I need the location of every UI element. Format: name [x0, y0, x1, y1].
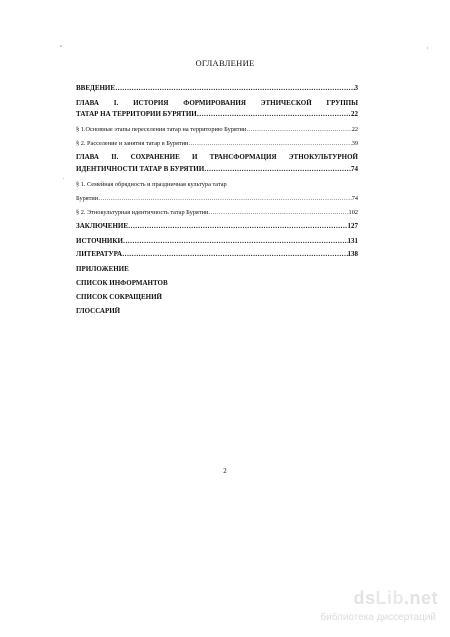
scan-speck: [427, 47, 428, 49]
toc-dot-leader: [246, 125, 351, 134]
scan-speck: [60, 45, 62, 47]
toc-entry-sources[interactable]: [76, 237, 358, 246]
toc-entry-ch1-section-1[interactable]: [76, 125, 358, 134]
toc-page-number: 131: [347, 237, 358, 245]
toc-entry-label: § 1.Основные этапы переселения татар на территорию Бурятии: [76, 126, 247, 133]
toc-dot-leader: [208, 208, 348, 217]
toc-ch2-section-1-line1[interactable]: § 1. Семейная обрядность и праздничная культура татар: [76, 181, 227, 188]
scan-speck: [63, 178, 64, 179]
toc-entry-label: ЛИТЕРАТУРА: [76, 250, 123, 258]
toc-entry-appendix[interactable]: ПРИЛОЖЕНИЕ: [76, 265, 129, 273]
toc-page-number: 22: [351, 126, 358, 133]
watermark-logo-ds: ds: [353, 588, 376, 608]
watermark-subtitle: библиотека диссертаций: [320, 612, 436, 623]
toc-entry-glossary[interactable]: ГЛОССАРИЙ: [76, 307, 121, 315]
toc-entry-label: ИСТОЧНИКИ: [76, 237, 123, 245]
toc-entry-label: Бурятии: [76, 195, 99, 202]
toc-entry-ch1-section-2[interactable]: [76, 139, 358, 148]
toc-entry-abbreviations[interactable]: СПИСОК СОКРАЩЕНИЙ: [76, 293, 162, 301]
toc-entry-label: § 2. Этнокультурная идентичность татар Бурятии: [76, 209, 209, 216]
toc-dot-leader: [98, 194, 352, 203]
toc-page-number: 74: [351, 195, 358, 202]
toc-entry-label: ЗАКЛЮЧЕНИЕ: [76, 222, 129, 230]
page-title: ОГЛАВЛЕНИЕ: [195, 58, 255, 68]
toc-entry-label: § 2. Расселение и занятия татар в Бурятии: [76, 140, 189, 147]
toc-page-number: 22: [351, 110, 358, 118]
toc-chapter-1-heading[interactable]: ГЛАВА I. ИСТОРИЯ ФОРМИРОВАНИЯ ЭТНИЧЕСКОЙ ГРУППЫ: [76, 99, 358, 107]
toc-entry-label: ИДЕНТИЧНОСТИ ТАТАР В БУРЯТИИ: [76, 165, 205, 173]
toc-dot-leader: [115, 84, 354, 93]
page-number: 2: [223, 467, 227, 475]
toc-entry-conclusion[interactable]: [76, 222, 358, 231]
toc-entry-chapter-2[interactable]: [76, 165, 358, 174]
toc-page-number: 3: [354, 84, 358, 92]
toc-entry-label: ТАТАР НА ТЕРРИТОРИИ БУРЯТИИ: [76, 110, 197, 118]
watermark-logo: [353, 588, 438, 609]
watermark-logo-net: .net: [403, 588, 438, 608]
toc-entry-introduction[interactable]: [76, 84, 358, 93]
toc-page-number: 127: [347, 222, 358, 230]
watermark-logo-lib: Lib: [375, 588, 404, 608]
toc-entry-ch2-section-1[interactable]: [76, 194, 358, 203]
toc-dot-leader: [188, 139, 351, 148]
toc-page-number: 74: [351, 165, 358, 173]
watermark: [320, 588, 438, 628]
toc-entry-ch2-section-2[interactable]: [76, 208, 358, 217]
toc-dot-leader: [123, 237, 348, 246]
toc-chapter-2-heading[interactable]: ГЛАВА II. СОХРАНЕНИЕ И ТРАНСФОРМАЦИЯ ЭТНОКУЛЬТУРНОЙ: [76, 153, 358, 161]
toc-entry-chapter-1[interactable]: [76, 110, 358, 119]
toc-page-number: 39: [351, 140, 358, 147]
toc-dot-leader: [122, 250, 347, 259]
toc-entry-literature[interactable]: [76, 250, 358, 259]
toc-dot-leader: [197, 110, 351, 119]
toc-entry-label: ВВЕДЕНИЕ: [76, 84, 116, 92]
toc-page-number: 138: [347, 250, 358, 258]
toc-entry-informants[interactable]: СПИСОК ИНФОРМАНТОВ: [76, 279, 168, 287]
toc-dot-leader: [204, 165, 351, 174]
toc-page-number: 102: [348, 209, 358, 216]
toc-dot-leader: [128, 222, 347, 231]
